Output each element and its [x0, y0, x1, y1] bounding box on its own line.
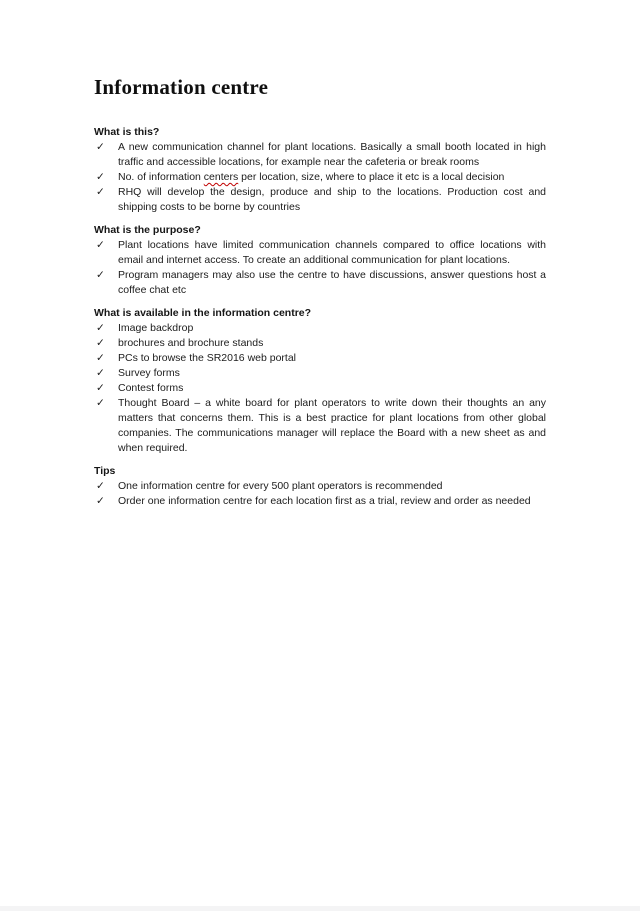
document-section — [94, 223, 546, 298]
misspelled-word: centers — [203, 171, 239, 183]
text-segment: A new communication channel for plant locations. Basically a small booth located in high traffic and accessible locations, for example near the cafeteria or break rooms — [118, 141, 546, 168]
text-segment: Program managers may also use the centre to have discussions, answer questions host a coffee chat etc — [118, 269, 546, 296]
bullet-list — [94, 140, 546, 215]
text-segment: Order one information centre for each location first as a trial, review and order as needed — [118, 495, 531, 507]
checkmark-icon: ✓ — [96, 480, 105, 492]
document-section — [94, 464, 546, 509]
text-segment: No. of information — [118, 171, 204, 183]
bullet-text — [118, 239, 546, 266]
bullet-text — [118, 171, 504, 183]
bullet-item — [94, 381, 546, 396]
bullet-item — [94, 396, 546, 456]
bullet-item — [94, 170, 546, 185]
bullet-item — [94, 336, 546, 351]
bullet-list — [94, 238, 546, 298]
checkmark-icon: ✓ — [96, 382, 105, 394]
document-section — [94, 125, 546, 215]
checkmark-icon: ✓ — [96, 269, 105, 281]
bullet-text — [118, 382, 183, 394]
text-segment: Survey forms — [118, 367, 180, 379]
bullet-item — [94, 366, 546, 381]
bullet-item — [94, 185, 546, 215]
section-heading: What is available in the information centre? — [94, 307, 312, 319]
text-segment: Plant locations have limited communication channels compared to office locations with email and internet access. To create an additional communication for plant locations. — [118, 239, 546, 266]
text-segment: Thought Board – a white board for plant operators to write down their thoughts an any matters that concerns them. This is a best practice for plant locations from other global companies. The communications manager will replace the Board with a new sheet as and when required. — [118, 397, 546, 454]
bullet-item — [94, 268, 546, 298]
text-segment: Image backdrop — [118, 322, 194, 334]
text-segment: RHQ will develop the design, produce and ship to the locations. Production cost and shipping costs to be borne by countries — [118, 186, 546, 213]
page-bottom-edge — [0, 906, 640, 911]
bullet-item — [94, 140, 546, 170]
bullet-list — [94, 321, 546, 456]
bullet-text — [118, 495, 531, 507]
bullet-text — [118, 352, 296, 364]
text-segment: per location, size, where to place it etc is a local decision — [238, 171, 505, 183]
bullet-list — [94, 479, 546, 509]
bullet-text — [118, 367, 180, 379]
checkmark-icon: ✓ — [96, 322, 105, 334]
checkmark-icon: ✓ — [96, 352, 105, 364]
bullet-item — [94, 494, 546, 509]
bullet-item — [94, 479, 546, 494]
document-title: Information centre — [94, 75, 269, 99]
checkmark-icon: ✓ — [96, 239, 105, 251]
bullet-text — [118, 186, 546, 213]
bullet-item — [94, 351, 546, 366]
checkmark-icon: ✓ — [96, 337, 105, 349]
section-heading: What is the purpose? — [94, 224, 201, 236]
checkmark-icon: ✓ — [96, 367, 105, 379]
sections — [94, 125, 546, 509]
bullet-item — [94, 321, 546, 336]
bullet-text — [118, 397, 546, 454]
checkmark-icon: ✓ — [96, 397, 105, 409]
section-heading: Tips — [94, 465, 116, 477]
bullet-item — [94, 238, 546, 268]
checkmark-icon: ✓ — [96, 186, 105, 198]
text-segment: PCs to browse the SR2016 web portal — [118, 352, 297, 364]
bullet-text — [118, 141, 546, 168]
bullet-text — [118, 322, 193, 334]
bullet-text — [118, 480, 443, 492]
document-section — [94, 306, 546, 456]
text-segment: brochures and brochure stands — [118, 337, 264, 349]
text-segment: One information centre for every 500 plant operators is recommended — [118, 480, 443, 492]
checkmark-icon: ✓ — [96, 495, 105, 507]
bullet-text — [118, 337, 263, 349]
document-content — [94, 74, 546, 517]
checkmark-icon: ✓ — [96, 141, 105, 153]
bullet-text — [118, 269, 546, 296]
checkmark-icon: ✓ — [96, 171, 105, 183]
section-heading: What is this? — [94, 126, 160, 138]
text-segment: Contest forms — [118, 382, 184, 394]
